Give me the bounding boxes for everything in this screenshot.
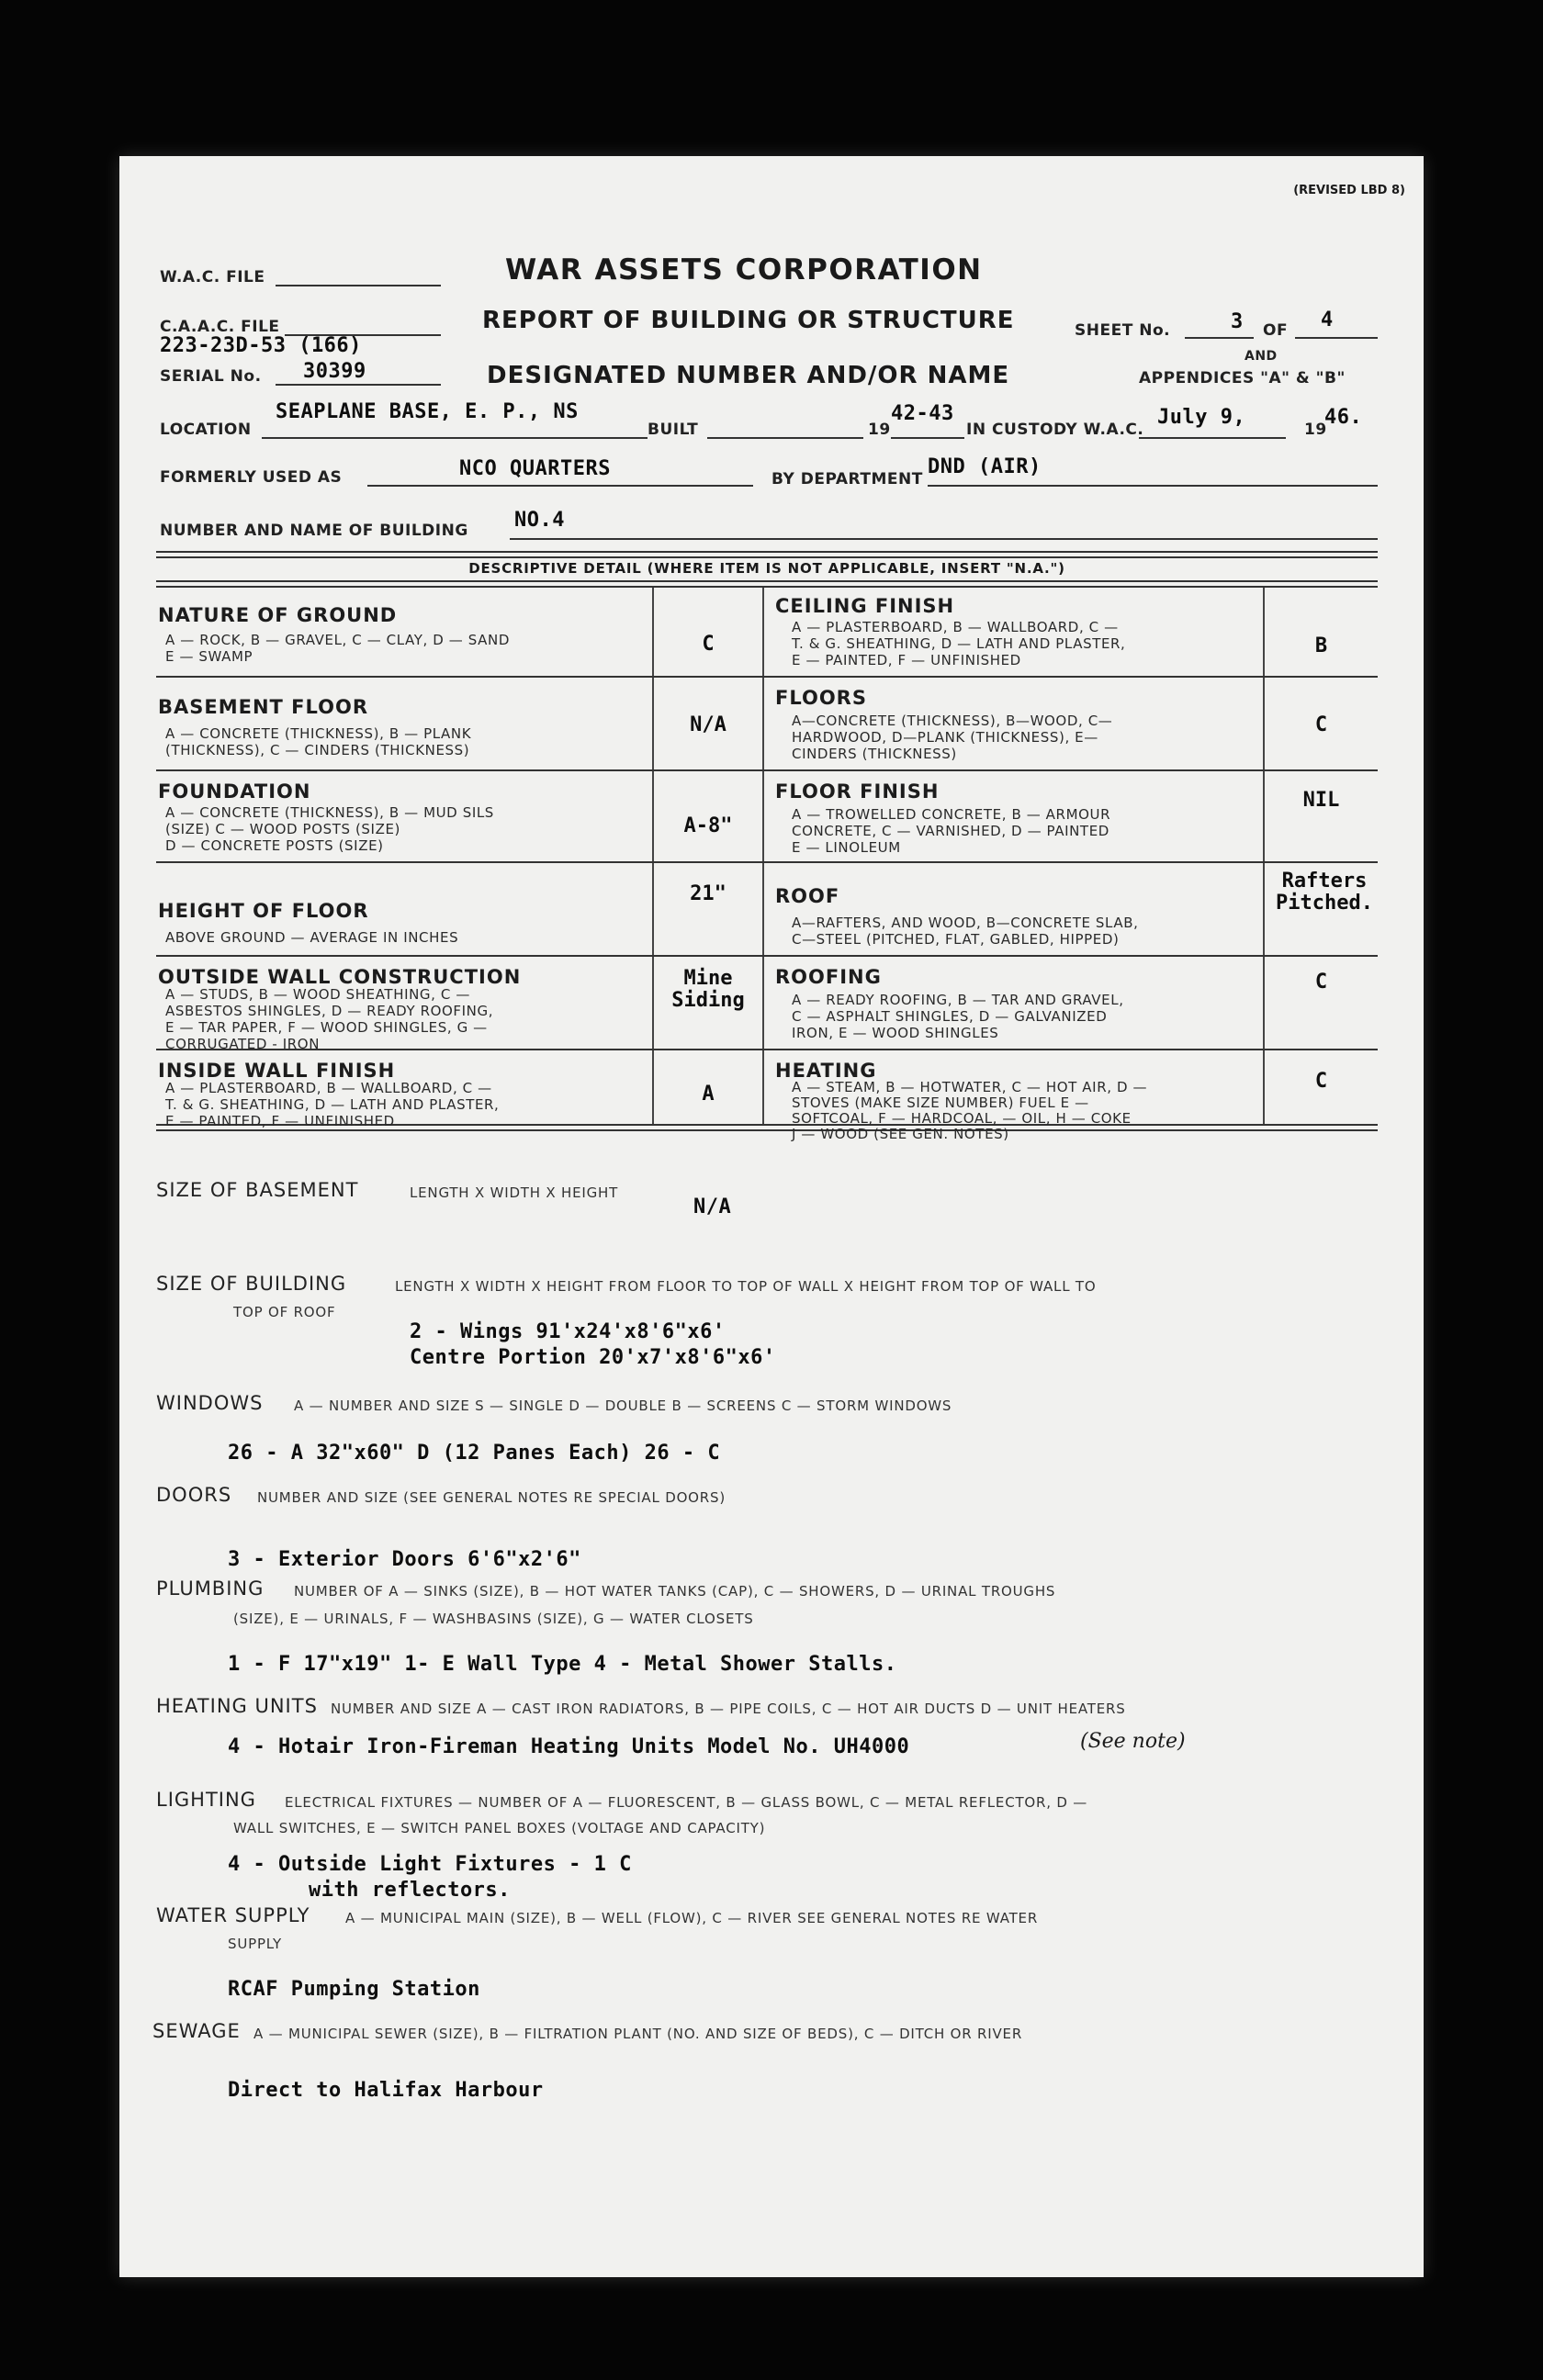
custody-19: 19	[1304, 421, 1327, 439]
built-value: 42-43	[891, 402, 954, 425]
nature-of-ground-desc: A — ROCK, B — GRAVEL, C — CLAY, D — SAND E — SWAMP	[165, 632, 510, 665]
divider	[762, 588, 764, 1124]
sheet-label: SHEET No.	[1075, 321, 1171, 340]
designated-title: DESIGNATED NUMBER AND/OR NAME	[487, 362, 1010, 389]
basement-size-label: SIZE OF BASEMENT	[156, 1179, 359, 1201]
plumbing-value: 1 - F 17"x19" 1- E Wall Type 4 - Metal Shower Stalls.	[228, 1653, 897, 1676]
roof-desc: A—RAFTERS, AND WOOD, B—CONCRETE SLAB, C—STEEL (PITCHED, FLAT, GABLED, HIPPED)	[792, 915, 1139, 948]
basement-floor-title: BASEMENT FLOOR	[158, 696, 369, 718]
water-supply-label: WATER SUPPLY	[156, 1904, 310, 1926]
plumbing-label: PLUMBING	[156, 1577, 265, 1600]
formerly-value: NCO QUARTERS	[459, 457, 611, 480]
windows-label: WINDOWS	[156, 1392, 264, 1414]
heating-units-value: 4 - Hotair Iron-Fireman Heating Units Model No. UH4000	[228, 1735, 910, 1758]
built-19: 19	[868, 421, 891, 439]
plumbing-sub2: (SIZE), E — URINALS, F — WASHBASINS (SIZE), G — WATER CLOSETS	[233, 1611, 754, 1627]
location-value: SEAPLANE BASE, E. P., NS	[276, 400, 579, 423]
basement-floor-desc: A — CONCRETE (THICKNESS), B — PLANK (THICKNESS), C — CINDERS (THICKNESS)	[165, 725, 472, 758]
roofing-desc: A — READY ROOFING, B — TAR AND GRAVEL, C — ASPHALT SHINGLES, D — GALVANIZED IRON, E — WOOD SHINGLES	[792, 992, 1124, 1041]
ceiling-finish-desc: A — PLASTERBOARD, B — WALLBOARD, C — T. & G. SHEATHING, D — LATH AND PLASTER, E — PAINTED, F — UNFINISHED	[792, 619, 1126, 668]
custody-year: 46.	[1324, 406, 1363, 429]
inside-wall-title: INSIDE WALL FINISH	[158, 1060, 396, 1082]
heating-units-label: HEATING UNITS	[156, 1695, 318, 1717]
ceiling-finish-value: B	[1314, 634, 1328, 657]
nature-of-ground-title: NATURE OF GROUND	[158, 604, 398, 626]
sheet-value: 3	[1231, 310, 1244, 333]
rule	[156, 586, 1378, 588]
outside-wall-value: Mine Siding	[671, 967, 745, 1012]
number-value: NO.4	[514, 509, 565, 532]
custody-label: IN CUSTODY W.A.C.	[966, 421, 1144, 439]
form-page	[119, 156, 1424, 2277]
inside-wall-desc: A — PLASTERBOARD, B — WALLBOARD, C — T. & G. SHEATHING, D — LATH AND PLASTER, E — PAINTED, F — UNFINISHED	[165, 1080, 500, 1129]
serial-label: SERIAL No.	[160, 367, 262, 386]
formerly-line	[367, 485, 753, 487]
heating-value: C	[1314, 1070, 1328, 1093]
and-label: AND	[1245, 349, 1278, 364]
lighting-value1: 4 - Outside Light Fixtures - 1 C	[228, 1853, 632, 1876]
foundation-title: FOUNDATION	[158, 780, 311, 803]
rule	[156, 769, 1378, 771]
sewage-value: Direct to Halifax Harbour	[228, 2079, 544, 2102]
roof-title: ROOF	[775, 885, 840, 907]
caac-file-value: 223-23D-53 (166)	[160, 334, 362, 357]
appendices-label: APPENDICES "A" & "B"	[1139, 369, 1346, 387]
rule	[156, 551, 1378, 553]
org-title: WAR ASSETS CORPORATION	[505, 253, 983, 286]
height-of-floor-value: 21"	[690, 882, 726, 905]
rule	[156, 556, 1378, 558]
dept-value: DND (AIR)	[928, 455, 1042, 478]
floors-value: C	[1314, 713, 1328, 736]
location-line	[262, 437, 648, 439]
lighting-sub: ELECTRICAL FIXTURES — NUMBER OF A — FLUORESCENT, B — GLASS BOWL, C — METAL REFLECTOR, D —	[285, 1794, 1088, 1811]
foundation-value: A-8"	[683, 814, 733, 837]
rule	[156, 861, 1378, 863]
floors-desc: A—CONCRETE (THICKNESS), B—WOOD, C— HARDWOOD, D—PLANK (THICKNESS), E— CINDERS (THICKNESS)	[792, 713, 1113, 762]
water-supply-sub2: SUPPLY	[228, 1936, 282, 1952]
descriptive-heading: DESCRIPTIVE DETAIL (WHERE ITEM IS NOT APPLICABLE, INSERT "N.A.")	[468, 560, 1065, 577]
number-line	[510, 538, 1378, 540]
dept-line	[928, 485, 1378, 487]
dept-label: BY DEPARTMENT	[772, 470, 923, 488]
water-supply-sub: A — MUNICIPAL MAIN (SIZE), B — WELL (FLOW), C — RIVER SEE GENERAL NOTES RE WATER	[345, 1910, 1039, 1926]
foundation-desc: A — CONCRETE (THICKNESS), B — MUD SILS (SIZE) C — WOOD POSTS (SIZE) D — CONCRETE POSTS (SIZE)	[165, 804, 494, 854]
sewage-label: SEWAGE	[152, 2020, 241, 2042]
heating-title: HEATING	[775, 1060, 877, 1082]
rule	[156, 1129, 1378, 1131]
heating-units-sub: NUMBER AND SIZE A — CAST IRON RADIATORS, B — PIPE COILS, C — HOT AIR DUCTS D — UNIT HEATERS	[331, 1701, 1126, 1717]
custody-value: July 9,	[1157, 406, 1246, 429]
outside-wall-title: OUTSIDE WALL CONSTRUCTION	[158, 966, 522, 988]
sheet-line	[1185, 337, 1254, 339]
outside-wall-desc: A — STUDS, B — WOOD SHEATHING, C — ASBESTOS SHINGLES, D — READY ROOFING, E — TAR PAPER, F — WOOD SHINGLES, G — CORRUGATED - IRON	[165, 986, 494, 1052]
built-label: BUILT	[648, 421, 699, 439]
built-year-line	[891, 437, 964, 439]
roof-value: Rafters Pitched.	[1276, 870, 1373, 915]
floor-finish-desc: A — TROWELLED CONCRETE, B — ARMOUR CONCRETE, C — VARNISHED, D — PAINTED E — LINOLEUM	[792, 806, 1111, 856]
sewage-sub: A — MUNICIPAL SEWER (SIZE), B — FILTRATION PLANT (NO. AND SIZE OF BEDS), C — DITCH OR RIVER	[253, 2026, 1023, 2042]
of-value: 4	[1321, 309, 1334, 331]
serial-value: 30399	[303, 360, 366, 383]
floor-finish-value: NIL	[1302, 789, 1340, 812]
wac-file-label: W.A.C. FILE	[160, 268, 265, 286]
height-of-floor-title: HEIGHT OF FLOOR	[158, 900, 369, 922]
caac-file-label: C.A.A.C. FILE	[160, 318, 280, 336]
windows-sub: A — NUMBER AND SIZE S — SINGLE D — DOUBLE B — SCREENS C — STORM WINDOWS	[294, 1398, 952, 1414]
basement-floor-value: N/A	[690, 713, 726, 736]
building-size-sub: LENGTH X WIDTH X HEIGHT FROM FLOOR TO TOP OF WALL X HEIGHT FROM TOP OF WALL TO	[395, 1278, 1097, 1295]
basement-size-sub: LENGTH X WIDTH X HEIGHT	[410, 1184, 619, 1201]
windows-value: 26 - A 32"x60" D (12 Panes Each) 26 - C	[228, 1442, 721, 1465]
ceiling-finish-title: CEILING FINISH	[775, 595, 955, 617]
divider	[1263, 588, 1265, 1124]
location-label: LOCATION	[160, 421, 252, 439]
heating-units-note: (See note)	[1080, 1730, 1186, 1753]
built-line	[707, 437, 863, 439]
serial-line	[276, 384, 441, 386]
building-size-value1: 2 - Wings 91'x24'x8'6"x6'	[410, 1320, 726, 1343]
custody-line	[1139, 437, 1286, 439]
heating-desc: A — STEAM, B — HOTWATER, C — HOT AIR, D — STOVES (MAKE SIZE NUMBER) FUEL E — SOFTCOAL, F — HARDCOAL, — OIL, H — COKE J — WOOD (SEE GEN. NOTES)	[792, 1079, 1148, 1142]
plumbing-sub: NUMBER OF A — SINKS (SIZE), B — HOT WATER TANKS (CAP), C — SHOWERS, D — URINAL TROUGHS	[294, 1583, 1056, 1600]
rule	[156, 676, 1378, 678]
floor-finish-title: FLOOR FINISH	[775, 780, 940, 803]
of-line	[1295, 337, 1378, 339]
lighting-label: LIGHTING	[156, 1789, 256, 1811]
report-title: REPORT OF BUILDING OR STRUCTURE	[482, 307, 1015, 334]
building-size-sub2: TOP OF ROOF	[233, 1304, 336, 1320]
divider	[652, 588, 654, 1124]
height-of-floor-desc: ABOVE GROUND — AVERAGE IN INCHES	[165, 929, 459, 946]
rule	[156, 580, 1378, 582]
roofing-title: ROOFING	[775, 966, 882, 988]
doors-value: 3 - Exterior Doors 6'6"x2'6"	[228, 1548, 581, 1571]
building-size-value2: Centre Portion 20'x7'x8'6"x6'	[410, 1346, 776, 1369]
nature-of-ground-value: C	[702, 633, 715, 656]
floors-title: FLOORS	[775, 687, 867, 709]
roofing-value: C	[1314, 971, 1328, 994]
basement-size-value: N/A	[693, 1196, 732, 1218]
formerly-label: FORMERLY USED AS	[160, 468, 343, 487]
doors-label: DOORS	[156, 1484, 232, 1506]
lighting-value2: with reflectors.	[309, 1879, 511, 1902]
of-label: OF	[1263, 321, 1289, 340]
rule	[156, 955, 1378, 957]
revised-note: (REVISED LBD 8)	[1293, 184, 1405, 197]
water-supply-value: RCAF Pumping Station	[228, 1978, 480, 2001]
wac-file-line	[276, 285, 441, 286]
number-label: NUMBER AND NAME OF BUILDING	[160, 522, 468, 540]
lighting-sub2: WALL SWITCHES, E — SWITCH PANEL BOXES (VOLTAGE AND CAPACITY)	[233, 1820, 766, 1836]
doors-sub: NUMBER AND SIZE (SEE GENERAL NOTES RE SPECIAL DOORS)	[257, 1489, 726, 1506]
building-size-label: SIZE OF BUILDING	[156, 1273, 347, 1295]
inside-wall-value: A	[702, 1083, 715, 1106]
